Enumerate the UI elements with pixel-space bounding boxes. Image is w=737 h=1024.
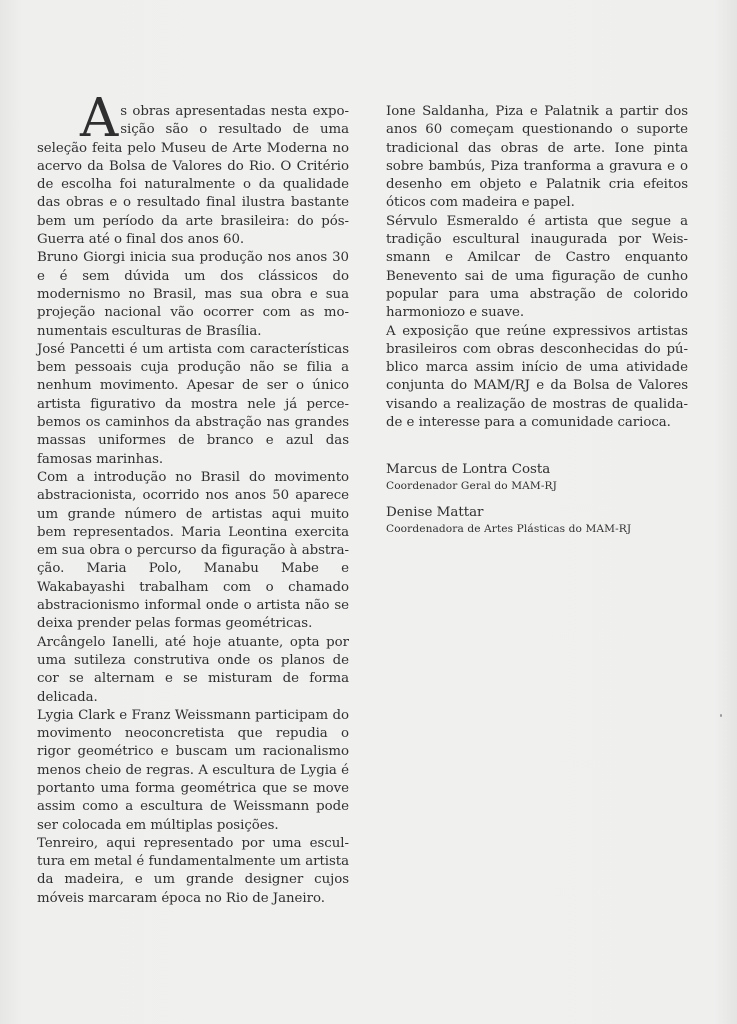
signature-role: Coordenadora de Artes Plásticas do MAM-RJ xyxy=(386,523,632,535)
paragraph-ianelli: Arcângelo Ianelli, até hoje atuante, opta por uma sutileza construtiva onde os planos de cor se alternam e se misturam de forma delicada. xyxy=(37,634,349,705)
signature-name: Denise Mattar xyxy=(386,505,484,520)
signature-1 xyxy=(386,461,557,493)
intro-paragraph xyxy=(37,88,349,249)
paragraph-saldanha: Ione Saldanha, Piza e Palatnik a partir dos anos 60 começam questionando o suporte tradicional das obras de arte. Ione pinta sobre bambús, Piza tranforma a gravura e o desenho em objeto e Palatnik cria efeitos óticos com madeira e papel. xyxy=(386,104,688,211)
left-text-column xyxy=(37,88,349,908)
signature-2 xyxy=(386,504,631,536)
paragraph-tenreiro: Tenreiro, aqui representado por uma escultura em metal é fundamentalmente um artista da madeira, e um grande designer cujos móveis marcaram época no Rio de Janeiro. xyxy=(37,835,349,906)
paragraph-clark-weissmann: Lygia Clark e Franz Weissmann participam do movimento neoconcretista que repudia o rigor geométrico e buscam um racionalismo menos cheio de regras. A escultura de Lygia é portanto uma forma geométrica que se move assim como a escultura de Weissmann pode ser colocada em múltiplas posições. xyxy=(37,707,349,833)
paragraph-abstracionismo: Com a introdução no Brasil do movimento abstracionista, ocorrido nos anos 50 aparece um grande número de artistas aqui muito bem representados. Maria Leontina exercita em sua obra o percurso da figuração à abstração. Maria Polo, Manabu Mabe e Wakabayashi trabalham com o chamado abstracionismo informal onde o artista não se deixa prender pelas formas geométricas. xyxy=(37,469,349,632)
paragraph-esmeraldo: Sérvulo Esmeraldo é artista que segue a tradição escultural inaugurada por Weissmann e Amilcar de Castro enquanto Benevento sai de uma figuração de cunho popular para uma abstração de colorido harmoniozo e suave. xyxy=(386,213,688,321)
paragraph-exposicao: A exposição que reúne expressivos artistas brasileiros com obras desconhecidas do público marca assim início de uma atividade conjunta do MAM/RJ e da Bolsa de Valores visando a realização de mostras de qualidade e interesse para a comunidade carioca. xyxy=(386,323,688,431)
paragraph-giorgi: Bruno Giorgi inicia sua produção nos anos 30 e é sem dúvida um dos clássicos do modernismo no Brasil, mas sua obra e sua projeção nacional vão ocorrer com as monumentais esculturas de Brasília. xyxy=(37,250,349,339)
drop-cap: A xyxy=(80,88,119,149)
paragraph-pancetti: José Pancetti é um artista com características bem pessoais cuja produção não se filia a nenhum movimento. Apesar de ser o único artista figurativo da mostra nele já percebemos os caminhos da abstração nas grandes massas uniformes de branco e azul das famosas marinhas. xyxy=(37,341,349,467)
signature-role: Coordenador Geral do MAM-RJ xyxy=(386,480,557,492)
intro-text: s obras apresentadas nesta exposição são o resultado de uma seleção feita pelo Museu de Arte Moderna no acervo da Bolsa de Valores do Rio. O Critério de escolha foi naturalmente o da qualidade das obras e o resultado final ilustra bastante bem um período da arte brasileira: do pós-Guerra até o final dos anos 60. xyxy=(37,104,349,248)
right-text-column xyxy=(386,103,688,432)
signature-name: Marcus de Lontra Costa xyxy=(386,462,551,477)
paper-speck xyxy=(720,714,722,717)
